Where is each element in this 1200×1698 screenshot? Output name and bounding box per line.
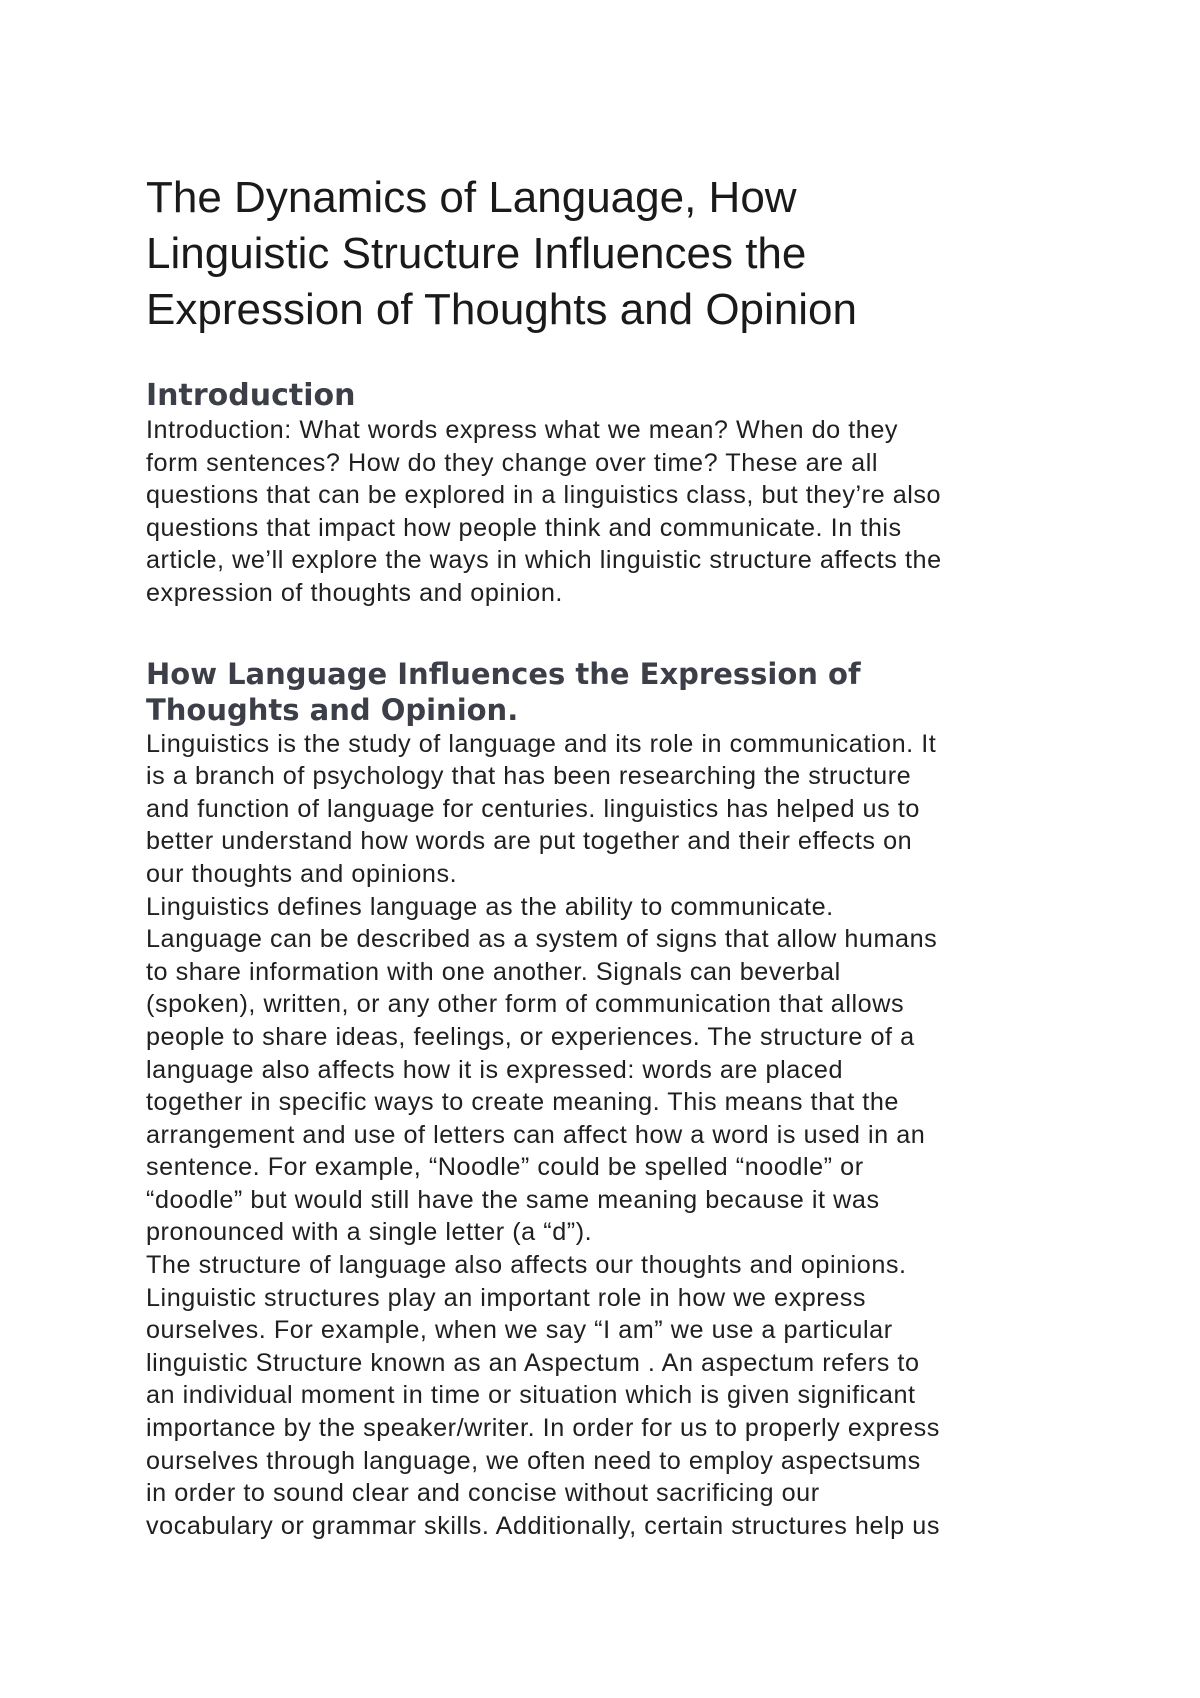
text-line: arrangement and use of letters can affect how a word is used in an <box>146 1120 926 1149</box>
section-paragraph-2 <box>146 891 1066 1250</box>
text-line: expression of thoughts and opinion. <box>146 578 563 607</box>
text-line: and function of language for centuries. linguistics has helped us to <box>146 794 920 823</box>
text-line: article, we’ll explore the ways in which linguistic structure affects the <box>146 546 942 575</box>
text-line: vocabulary or grammar skills. Additionally, certain structures help us <box>146 1511 940 1540</box>
text-line: Linguistics is the study of language and its role in communication. It <box>146 729 937 758</box>
heading-line: How Language Influences the Expression of <box>146 656 861 691</box>
text-line: our thoughts and opinions. <box>146 859 458 888</box>
title-line: Linguistic Structure Influences the <box>146 229 807 278</box>
text-line: people to share ideas, feelings, or experiences. The structure of a <box>146 1022 915 1051</box>
text-line: Linguistic structures play an important role in how we express <box>146 1283 867 1312</box>
document-body <box>146 170 1066 1542</box>
text-line: The structure of language also affects our thoughts and opinions. <box>146 1251 907 1280</box>
text-line: “doodle” but would still have the same meaning because it was <box>146 1185 880 1214</box>
title-line: The Dynamics of Language, How <box>146 173 797 222</box>
text-line: together in specific ways to create meaning. This means that the <box>146 1088 899 1117</box>
title-line: Expression of Thoughts and Opinion <box>146 285 857 334</box>
text-line: questions that impact how people think and communicate. In this <box>146 513 902 542</box>
text-line: better understand how words are put together and their effects on <box>146 827 913 856</box>
text-line: questions that can be explored in a linguistics class, but they’re also <box>146 481 942 510</box>
heading-line: Thoughts and Opinion. <box>146 692 519 727</box>
text-line: linguistic Structure known as an Aspectum . An aspectum refers to <box>146 1348 920 1377</box>
text-line: is a branch of psychology that has been researching the structure <box>146 762 912 791</box>
text-line: ourselves. For example, when we say “I am” we use a particular <box>146 1316 893 1345</box>
text-line: form sentences? How do they change over time? These are all <box>146 448 879 477</box>
document-title <box>146 170 1066 338</box>
text-line: in order to sound clear and concise without sacrificing our <box>146 1479 820 1508</box>
section-paragraph-1 <box>146 728 1066 891</box>
text-line: to share information with one another. Signals can beverbal <box>146 957 841 986</box>
text-line: an individual moment in time or situation which is given significant <box>146 1381 916 1410</box>
text-line: sentence. For example, “Noodle” could be spelled “noodle” or <box>146 1153 864 1182</box>
text-line: importance by the speaker/writer. In order for us to properly express <box>146 1414 940 1443</box>
text-line: language also affects how it is expressed: words are placed <box>146 1055 844 1084</box>
section-heading <box>146 656 966 728</box>
introduction-paragraph <box>146 414 1066 610</box>
text-line: ourselves through language, we often need to employ aspectsums <box>146 1446 921 1475</box>
text-line: (spoken), written, or any other form of communication that allows <box>146 990 905 1019</box>
text-line: Introduction: What words express what we mean? When do they <box>146 416 899 444</box>
text-line: Language can be described as a system of signs that allow humans <box>146 925 938 954</box>
text-line: Linguistics defines language as the ability to communicate. <box>146 892 834 921</box>
introduction-heading: Introduction <box>146 378 356 413</box>
section-paragraph-3 <box>146 1249 1066 1542</box>
text-line: pronounced with a single letter (a “d”). <box>146 1218 593 1247</box>
